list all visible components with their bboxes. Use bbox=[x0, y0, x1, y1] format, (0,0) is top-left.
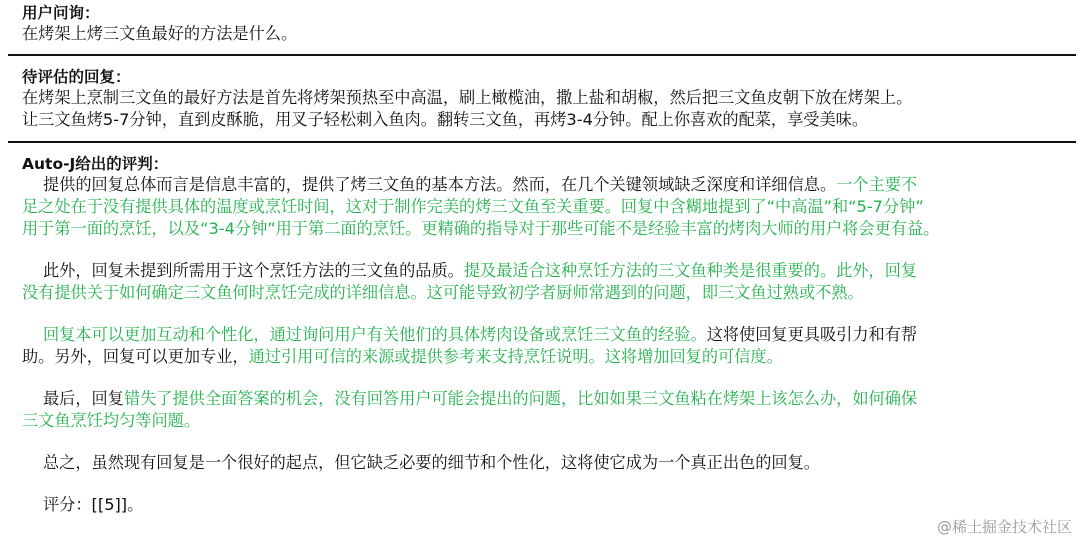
p4-line-1-highlight: 错失了提供全面答案的机会，没有回答用户可能会提出的问题，比如如果三文鱼粘在烤架上该怎么办，如何确保 bbox=[123, 389, 918, 408]
response-line-1: 在烤架上烹制三文鱼的最好方法是首先将烤架预热至中高温，刷上橄榄油，撒上盐和胡椒，然后把三文鱼皮朝下放在烤架上。 bbox=[22, 88, 913, 107]
divider-2 bbox=[8, 141, 1076, 143]
p1-line-2-highlight: 足之处在于没有提供具体的温度或烹饪时间，这对于制作完美的烤三文鱼至关重要。回复中含糊地提到了“中高温”和“5-7分钟” bbox=[22, 197, 924, 216]
p2-line-1-text: 此外，回复未提到所需用于这个烹饪方法的三文鱼的品质。 bbox=[43, 261, 464, 280]
response-section bbox=[22, 67, 1070, 131]
p1-line-1-highlight: 一个主要不 bbox=[836, 175, 918, 194]
judgement-summary: 总之，虽然现有回复是一个很好的起点，但它缺乏必要的细节和个性化，这将使它成为一个真正出色的回复。 bbox=[43, 453, 820, 472]
query-text: 在烤架上烤三文鱼最好的方法是什么。 bbox=[22, 24, 298, 43]
judgement-paragraph-3 bbox=[22, 324, 1070, 368]
watermark: @稀土掘金技术社区 bbox=[936, 518, 1072, 536]
query-label: 用户问询： bbox=[22, 4, 100, 22]
p2-line-2-highlight: 没有提供关于如何确定三文鱼何时烹饪完成的详细信息。这可能导致初学者厨师常遇到的问题，即三文鱼过熟或不熟。 bbox=[22, 283, 864, 302]
p3-line-2-highlight: 通过引用可信的来源或提供参考来支持烹饪说明。这将增加回复的可信度。 bbox=[248, 347, 783, 366]
response-label: 待评估的回复： bbox=[22, 68, 131, 86]
p1-line-1-text: 提供的回复总体而言是信息丰富的，提供了烤三文鱼的基本方法。然而，在几个关键领域缺乏深度和详细信息。 bbox=[43, 175, 837, 194]
judgement-paragraph-1 bbox=[22, 174, 1070, 240]
judgement-paragraph-4 bbox=[22, 388, 1070, 432]
divider-1 bbox=[8, 54, 1076, 56]
p3-line-1 bbox=[22, 324, 1070, 346]
p2-line-1-highlight: 提及最适合这种烹饪方法的三文鱼种类是很重要的。此外，回复 bbox=[463, 261, 918, 280]
p4-line-1-text: 最后，回复 bbox=[43, 389, 124, 408]
judgement-label: Auto-J给出的评判： bbox=[22, 155, 169, 173]
p4-line-1 bbox=[22, 388, 1070, 410]
p3-line-2-text: 助。另外，回复可以更加专业， bbox=[22, 347, 249, 366]
judgement-paragraph-2 bbox=[22, 260, 1070, 304]
p3-line-1-highlight: 回复本可以更加互动和个性化，通过询问用户有关他们的具体烤肉设备或烹饪三文鱼的经验。 bbox=[43, 325, 707, 344]
p4-line-2-highlight: 三文鱼烹饪均匀等问题。 bbox=[22, 411, 201, 430]
judgement-score: 评分：[[5]]。 bbox=[43, 495, 144, 514]
p3-line-1-text: 这将使回复更具吸引力和有帮 bbox=[706, 325, 918, 344]
p2-line-1 bbox=[22, 260, 1070, 282]
query-section bbox=[22, 3, 1070, 45]
p3-line-2 bbox=[22, 346, 1070, 368]
p1-line-1 bbox=[22, 174, 1070, 196]
response-line-2: 让三文鱼烤5-7分钟，直到皮酥脆，用叉子轻松刺入鱼肉。翻转三文鱼，再烤3-4分钟。配上你喜欢的配菜，享受美味。 bbox=[22, 110, 869, 129]
p1-line-3-highlight: 用于第一面的烹饪，以及“3-4分钟”用于第二面的烹饪。更精确的指导对于那些可能不是经验丰富的烤肉大师的用户将会更有益。 bbox=[22, 219, 940, 238]
judgement-section bbox=[22, 154, 1070, 516]
